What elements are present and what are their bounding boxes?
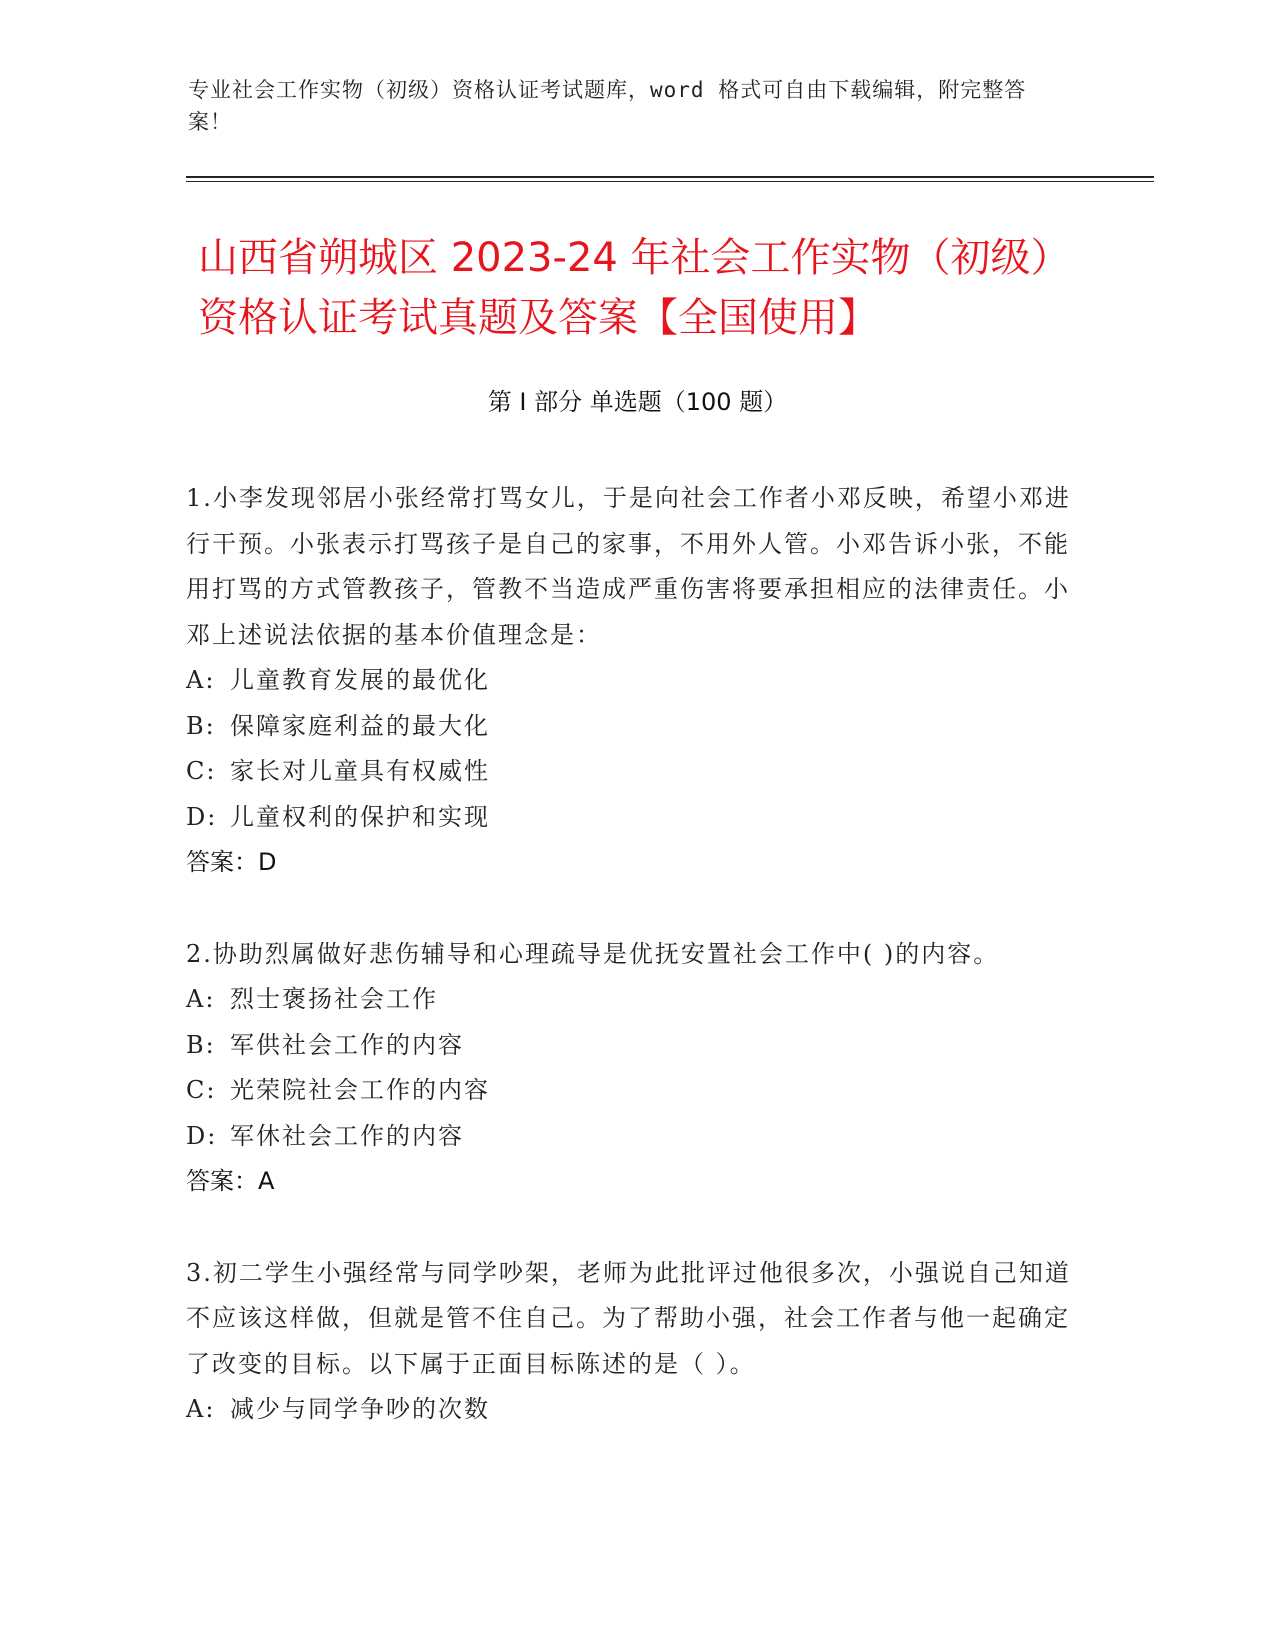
question-stem: 3.初二学生小强经常与同学吵架，老师为此批评过他很多次，小强说自己知道不应该这样做，但就是管不住自己。为了帮助小强，社会工作者与他一起确定了改变的目标。以下属于正面目标陈述的是（ ）。 bbox=[186, 1258, 1071, 1378]
option-letter: A: bbox=[186, 666, 216, 694]
option-c bbox=[186, 749, 1076, 795]
option-text: 减少与同学争吵的次数 bbox=[230, 1395, 490, 1423]
answer: 答案：A bbox=[186, 1167, 275, 1195]
option-letter: C: bbox=[186, 1076, 217, 1104]
option-text: 家长对儿童具有权威性 bbox=[230, 757, 490, 785]
answer: 答案：D bbox=[186, 848, 277, 876]
option-letter: C: bbox=[186, 757, 217, 785]
option-a bbox=[186, 658, 1076, 704]
document-title: 山西省朔城区 2023-24 年社会工作实物（初级）资格认证考试真题及答案【全国使用】 bbox=[198, 235, 1071, 341]
option-d bbox=[186, 795, 1076, 841]
option-b bbox=[186, 704, 1076, 750]
option-letter: B: bbox=[186, 1030, 216, 1059]
option-text: 儿童权利的保护和实现 bbox=[230, 802, 490, 831]
section-title: 第 I 部分 单选题（100 题） bbox=[487, 388, 788, 416]
option-a bbox=[186, 1387, 1076, 1433]
option-text: 光荣院社会工作的内容 bbox=[230, 1076, 490, 1104]
option-letter: D: bbox=[186, 1121, 218, 1150]
question-stem: 1.小李发现邻居小张经常打骂女儿，于是向社会工作者小邓反映，希望小邓进行干预。小张表示打骂孩子是自己的家事，不用外人管。小邓告诉小张，不能用打骂的方式管教孩子，管教不当造成严重伤害将要承担相应的法律责任。小邓上述说法依据的基本价值理念是： bbox=[186, 484, 1071, 649]
question-1 bbox=[186, 476, 1076, 886]
option-text: 儿童教育发展的最优化 bbox=[230, 666, 490, 694]
question-stem: 2.协助烈属做好悲伤辅导和心理疏导是优抚安置社会工作中( )的内容。 bbox=[186, 939, 1000, 968]
header-rule-thin bbox=[186, 181, 1154, 182]
option-text: 军休社会工作的内容 bbox=[230, 1121, 464, 1150]
header-note: 专业社会工作实物（初级）资格认证考试题库，word 格式可自由下载编辑，附完整答案！ bbox=[188, 78, 1027, 134]
option-c bbox=[186, 1068, 1076, 1114]
header-rule-thick bbox=[186, 176, 1154, 178]
option-letter: B: bbox=[186, 711, 216, 740]
option-letter: D: bbox=[186, 802, 218, 831]
question-3 bbox=[186, 1251, 1076, 1433]
option-text: 保障家庭利益的最大化 bbox=[230, 711, 490, 740]
option-text: 烈士褒扬社会工作 bbox=[230, 985, 438, 1013]
question-2 bbox=[186, 932, 1076, 1205]
option-b bbox=[186, 1023, 1076, 1069]
question-list bbox=[186, 476, 1076, 1479]
option-d bbox=[186, 1114, 1076, 1160]
option-letter: A: bbox=[186, 1395, 216, 1423]
option-a bbox=[186, 977, 1076, 1023]
option-text: 军供社会工作的内容 bbox=[230, 1030, 464, 1059]
option-letter: A: bbox=[186, 985, 216, 1013]
